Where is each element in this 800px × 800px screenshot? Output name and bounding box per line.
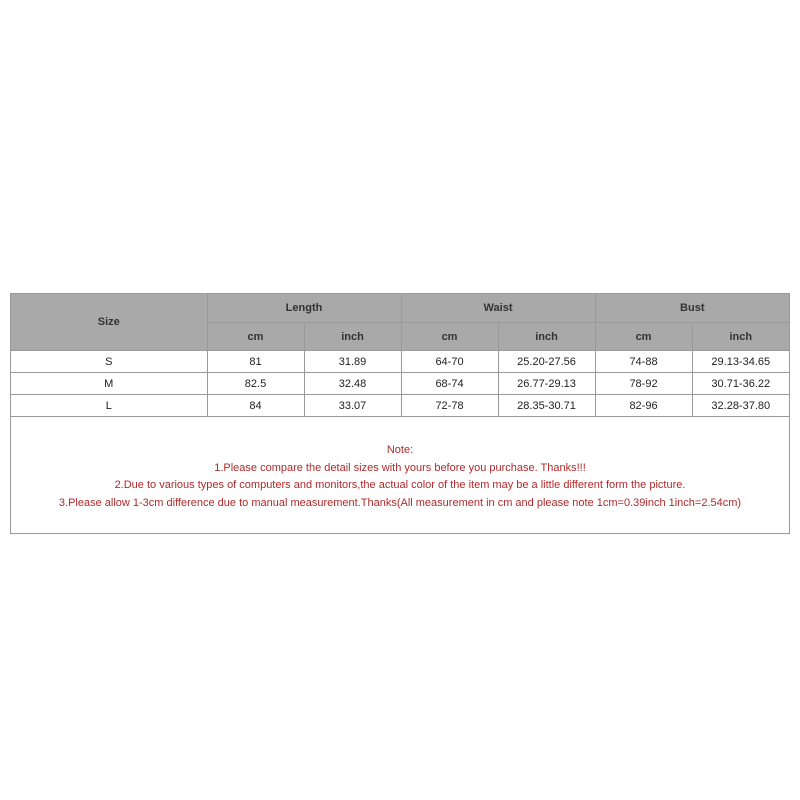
unit-header-length-cm: cm [207, 323, 304, 351]
table-cell: 30.71-36.22 [692, 373, 789, 395]
group-header-bust: Bust [595, 294, 789, 323]
notes-section [11, 417, 789, 533]
table-cell: 81 [207, 351, 304, 373]
table-cell: 72-78 [401, 395, 498, 417]
table-cell: 31.89 [304, 351, 401, 373]
header-row-groups [11, 294, 789, 323]
size-table [11, 294, 789, 417]
table-cell: 82.5 [207, 373, 304, 395]
table-row [11, 395, 789, 417]
table-cell: 26.77-29.13 [498, 373, 595, 395]
table-cell: 32.48 [304, 373, 401, 395]
size-chart [10, 293, 790, 534]
table-cell: 29.13-34.65 [692, 351, 789, 373]
unit-header-bust-cm: cm [595, 323, 692, 351]
unit-header-waist-cm: cm [401, 323, 498, 351]
note-title: Note: [386, 444, 414, 456]
unit-header-bust-inch: inch [692, 323, 789, 351]
table-cell: 28.35-30.71 [498, 395, 595, 417]
table-cell: 32.28-37.80 [692, 395, 789, 417]
table-cell: 78-92 [595, 373, 692, 395]
size-cell: L [11, 395, 207, 417]
table-cell: 84 [207, 395, 304, 417]
table-cell: 74-88 [595, 351, 692, 373]
size-cell: M [11, 373, 207, 395]
group-header-waist: Waist [401, 294, 595, 323]
table-cell: 25.20-27.56 [498, 351, 595, 373]
table-row [11, 351, 789, 373]
table-row [11, 373, 789, 395]
group-header-length: Length [207, 294, 401, 323]
size-cell: S [11, 351, 207, 373]
table-cell: 68-74 [401, 373, 498, 395]
table-cell: 82-96 [595, 395, 692, 417]
size-header: Size [11, 294, 207, 351]
unit-header-length-inch: inch [304, 323, 401, 351]
table-cell: 64-70 [401, 351, 498, 373]
unit-header-waist-inch: inch [498, 323, 595, 351]
table-cell: 33.07 [304, 395, 401, 417]
note-item-1: 1.Please compare the detail sizes with yours before you purchase. Thanks!!! [214, 461, 586, 474]
note-item-3: 3.Please allow 1-3cm difference due to manual measurement.Thanks(All measurement in cm and please note 1cm=0.39inch 1inch=2.54cm) [58, 496, 742, 509]
note-item-2: 2.Due to various types of computers and monitors,the actual color of the item may be a little different form the picture. [114, 479, 686, 492]
